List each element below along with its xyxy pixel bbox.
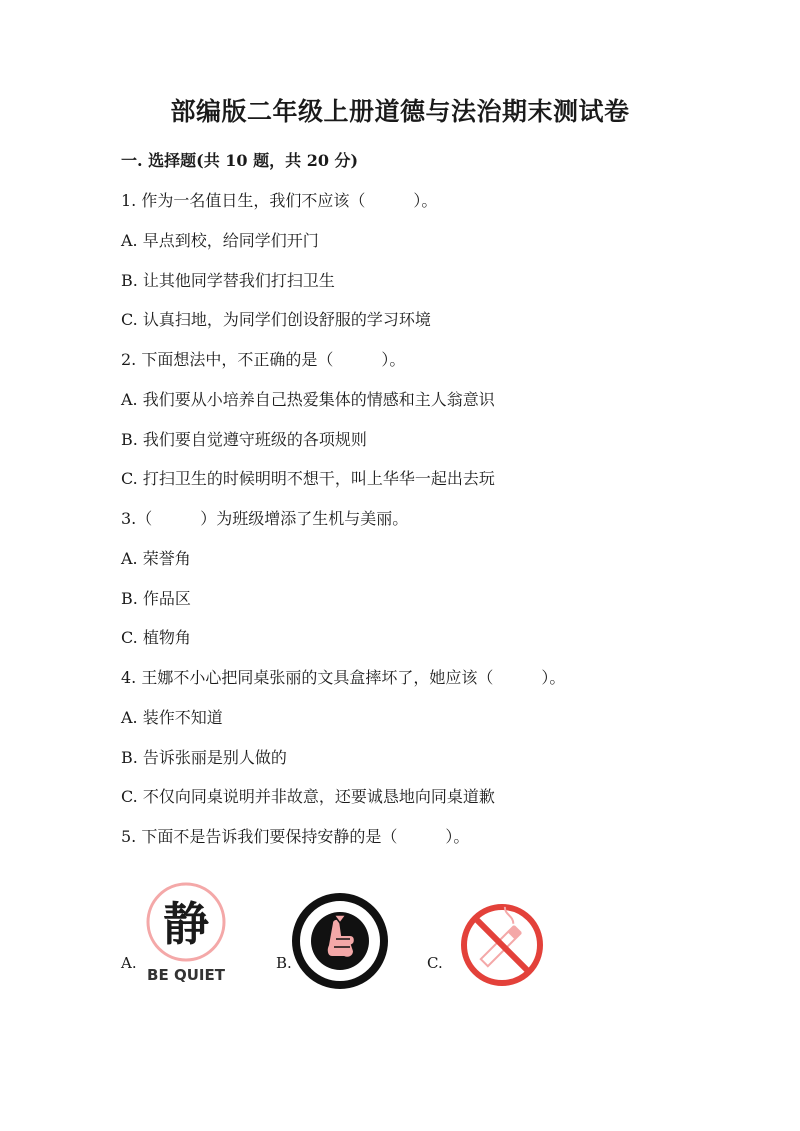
question-1: 1. 作为一名值日生，我们不应该（ ）。 — [121, 191, 438, 210]
quiet-sign-char: 静 — [163, 897, 209, 951]
section-heading: 一. 选择题(共 10 题，共 20 分) — [121, 151, 359, 170]
question-3-option-b: B. 作品区 — [121, 589, 191, 608]
question-3-option-c: C. 植物角 — [121, 628, 191, 647]
no-smoking-sign-icon — [457, 900, 547, 990]
option-b-label: B. — [276, 954, 292, 972]
question-3: 3.（ ）为班级增添了生机与美丽。 — [121, 509, 409, 528]
shush-gesture-sign-icon — [292, 893, 388, 989]
question-4-option-a: A. 装作不知道 — [121, 708, 223, 727]
question-1-option-c: C. 认真扫地，为同学们创设舒服的学习环境 — [121, 310, 431, 329]
question-4-option-b: B. 告诉张丽是别人做的 — [121, 748, 287, 767]
question-2-option-c: C. 打扫卫生的时候明明不想干，叫上华华一起出去玩 — [121, 469, 495, 488]
be-quiet-sign-icon — [140, 880, 232, 984]
question-3-option-a: A. 荣誉角 — [121, 549, 191, 568]
question-2-option-b: B. 我们要自觉遵守班级的各项规则 — [121, 430, 367, 449]
question-1-option-a: A. 早点到校，给同学们开门 — [121, 231, 319, 250]
option-a-label: A. — [121, 954, 137, 972]
question-2-option-a: A. 我们要从小培养自己热爱集体的情感和主人翁意识 — [121, 390, 495, 409]
question-4-option-c: C. 不仅向同桌说明并非故意，还要诚恳地向同桌道歉 — [121, 787, 495, 806]
question-4: 4. 王娜不小心把同桌张丽的文具盒摔坏了，她应该（ ）。 — [121, 668, 566, 687]
option-c-label: C. — [427, 954, 443, 972]
question-5: 5. 下面不是告诉我们要保持安静的是（ ）。 — [121, 827, 470, 846]
quiet-sign-text: BE QUIET — [147, 966, 225, 984]
question-1-option-b: B. 让其他同学替我们打扫卫生 — [121, 271, 335, 290]
question-2: 2. 下面想法中，不正确的是（ ）。 — [121, 350, 406, 369]
page-title: 部编版二年级上册道德与法治期末测试卷 — [170, 97, 630, 126]
